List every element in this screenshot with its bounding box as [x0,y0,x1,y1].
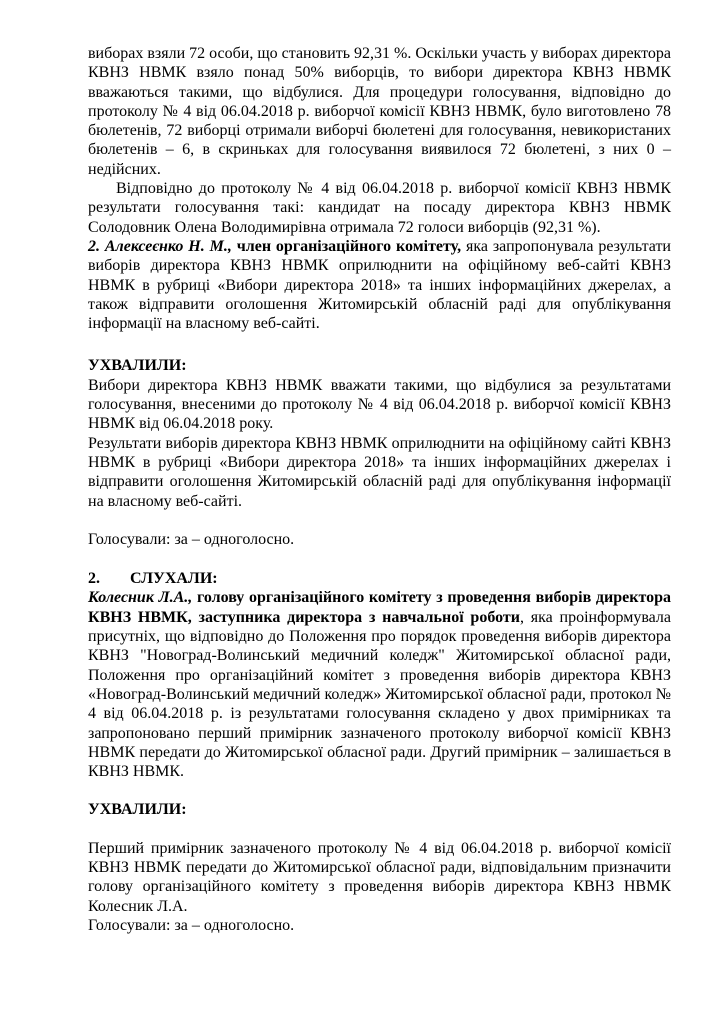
vote-result: Голосували: за – одноголосно. [88,916,295,934]
speaker-name: 2. Алексеєнко Н. М., [88,237,232,255]
speaker-name: Колесник Л.А., [88,589,193,607]
paragraph-kolesnyk-report [88,588,671,781]
paragraph-resolution-publish: Результати виборів директора КВНЗ НВМК оприлюднити на офіційному сайті КВНЗ НВМК в рубриці «Вибори директора 2018» та інших інформаційних джерелах і відправити оголошення Житомирській обласній раді для опублікування інформації на власному веб-сайті. [88,434,671,510]
paragraph-resolution-valid: Вибори директора КВНЗ НВМК вважати такими, що відбулися за результатами голосування, внесеними до протоколу № 4 від 06.04.2018 р. виборчої комісії КВНЗ НВМК від 06.04.2018 року. [88,376,671,433]
document-body [88,44,671,935]
speaker-role: член організаційного комітету, [231,237,462,255]
paragraph-alekseienko-proposal [88,237,671,333]
section-title: СЛУХАЛИ: [130,570,218,588]
section-heading-heard [88,569,671,588]
paragraph-resolution-transfer: Перший примірник зазначеного протоколу № 4 від 06.04.2018 р. виборчої комісії КВНЗ НВМК передати до Житомирської обласної ради, відповідальним призначити голову організаційного комітету з проведення виборів директора КВНЗ НВМК Колесник Л.А. [88,839,671,915]
speaker-text: яка запропонувала результати виборів директора КВНЗ НВМК оприлюднити на офіційному веб-сайті КВНЗ НВМК в рубриці «Вибори директора 2018» та інших інформаційних джерелах, а також відправити оголошення Житомирській обласній раді для опублікування інформації на власному веб-сайті. [88,237,671,333]
paragraph-election-turnout: виборах взяли 72 особи, що становить 92,31 %. Оскільки участь у виборах директора КВНЗ НВМК взяло понад 50% виборців, то вибори директора КВНЗ НВМК вважаються такими, що відбулися. Для процедури голосування, відповідно до протоколу № 4 від 06.04.2018 р. виборчої комісії КВНЗ НВМК, було виготовлено 78 бюлетенів, 72 виборці отримали виборчі бюлетені для голосування, невикористаних бюлетенів – 6, в скриньках для голосування виявилося 72 бюлетені, з них 0 – недійсних. [88,45,671,178]
speaker-role: голову організаційного комітету з проведення виборів директора КВНЗ НВМК, заступника директора з навчальної роботи [88,589,671,626]
resolved-heading: УХВАЛИЛИ: [88,357,187,375]
section-number: 2. [88,570,100,588]
vote-result: Голосували: за – одноголосно. [88,530,295,548]
resolved-heading: УХВАЛИЛИ: [88,801,187,819]
speaker-text: , яка проінформувала присутніх, що відповідно до Положення про порядок проведення виборів директора КВНЗ "Новоград-Волинський медичний коледж" Житомирської обласної ради, Положення про організаційний комітет з проведення виборів директора КВНЗ «Новоград-Волинський медичний коледж» Житомирської обласної ради, протокол № 4 від 06.04.2018 р. із результатами голосування складено у двох примірниках та запропоновано перший примірник зазначеного протоколу виборчої комісії КВНЗ НВМК передати до Житомирської обласної ради. Другий примірник – залишається в КВНЗ НВМК. [88,608,672,781]
paragraph-voting-results: Відповідно до протоколу № 4 від 06.04.2018 р. виборчої комісії КВНЗ НВМК результати голосування такі: кандидат на посаду директора КВНЗ НВМК Солодовник Олена Володимирівна отримала 72 голоси виборців (92,31 %). [88,180,671,236]
